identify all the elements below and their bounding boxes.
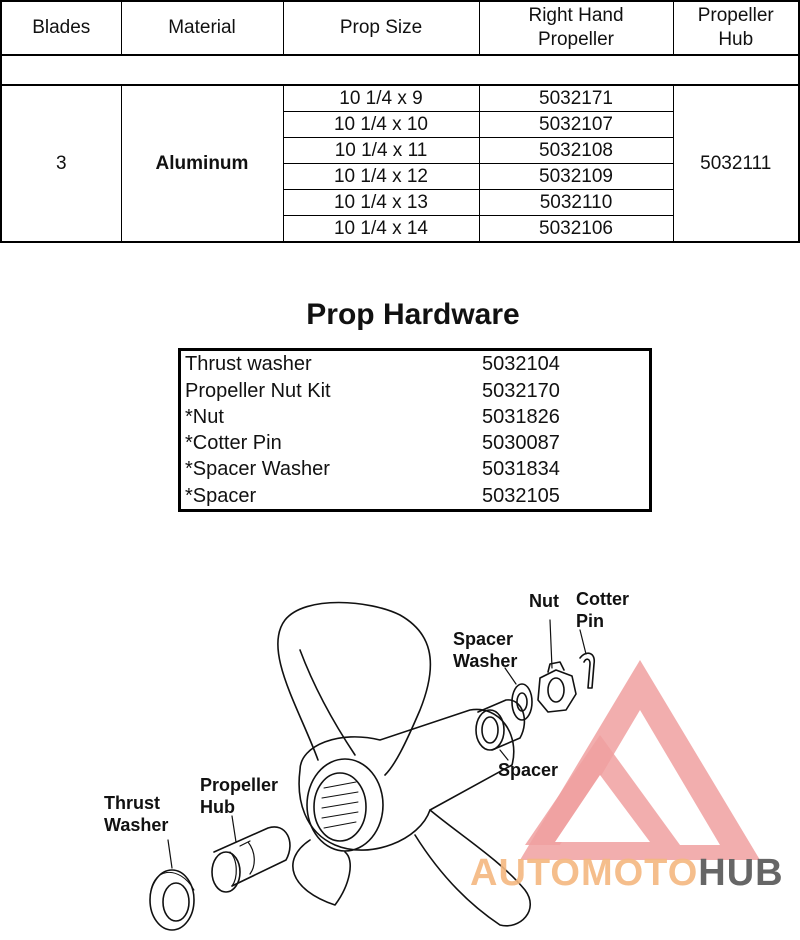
hub-bore-inner [314,773,366,841]
table-spacer-row [1,55,799,85]
nut-part [538,662,576,712]
part-number-cell: 5032106 [479,216,673,243]
header-material: Material [121,1,283,55]
hardware-name: *Nut [185,405,224,428]
header-right-hand-line2: Propeller [537,29,615,50]
watermark-text [470,852,784,895]
table-header-row [1,1,799,55]
hardware-part: 5030087 [481,432,560,455]
watermark-part2: HUB [698,852,784,894]
upper-blade [278,603,431,776]
part-number-cell: 5032108 [479,138,673,164]
cotter-pin-part [580,653,594,688]
prop-size-cell: 10 1/4 x 13 [283,190,479,216]
hardware-part: 5031826 [481,405,560,428]
blades-cell: 3 [1,85,121,242]
upper-blade-edge [300,650,355,755]
hardware-title: Prop Hardware [306,298,520,331]
list-item [180,456,651,482]
label-propeller-hub: Propeller Hub [200,775,279,817]
header-right-hand-line1: Right Hand [528,5,624,26]
table-row [1,85,799,112]
thrust-washer-part [150,870,194,930]
part-number-cell: 5032107 [479,112,673,138]
hub-part-cell: 5032111 [673,85,799,242]
prop-size-cell: 10 1/4 x 11 [283,138,479,164]
hardware-name: *Cotter Pin [185,432,282,455]
header-hub-line2: Hub [718,29,754,50]
part-number-cell: 5032171 [479,85,673,112]
header-propeller-hub [673,1,799,55]
propeller-hub-part [212,827,290,892]
prop-size-cell: 10 1/4 x 9 [283,85,479,112]
list-item [180,483,651,511]
watermark-part1: AUTOMOTO [470,852,699,894]
header-right-hand-propeller [479,1,673,55]
list-item [180,430,651,456]
part-number-cell: 5032110 [479,190,673,216]
label-spacer: Spacer [498,760,559,780]
spline-lines [322,782,358,828]
list-item [180,350,651,378]
prop-table [0,0,800,243]
header-hub-line1: Propeller [697,5,774,26]
prop-size-cell: 10 1/4 x 12 [283,164,479,190]
list-item [180,404,651,430]
prop-size-cell: 10 1/4 x 14 [283,216,479,243]
hardware-part: 5032105 [481,484,560,507]
label-cotter-pin: Cotter Pin [576,589,629,631]
hardware-name: Thrust washer [185,353,312,376]
hardware-table [178,348,652,512]
header-blades: Blades [1,1,121,55]
material-cell: Aluminum [121,85,283,242]
label-spacer-washer: Spacer Washer [453,629,518,671]
hardware-part: 5031834 [481,458,560,481]
hardware-part: 5032104 [481,353,560,376]
part-number-cell: 5032109 [479,164,673,190]
lower-left-blade [293,840,350,905]
list-item [180,377,651,403]
hardware-name: *Spacer [185,484,257,507]
prop-size-cell: 10 1/4 x 10 [283,112,479,138]
hardware-name: *Spacer Washer [185,458,330,481]
hardware-part: 5032170 [481,379,560,402]
header-prop-size: Prop Size [283,1,479,55]
label-thrust-washer: Thrust Washer [104,793,169,835]
label-nut: Nut [529,591,559,611]
hardware-name: Propeller Nut Kit [185,379,331,402]
